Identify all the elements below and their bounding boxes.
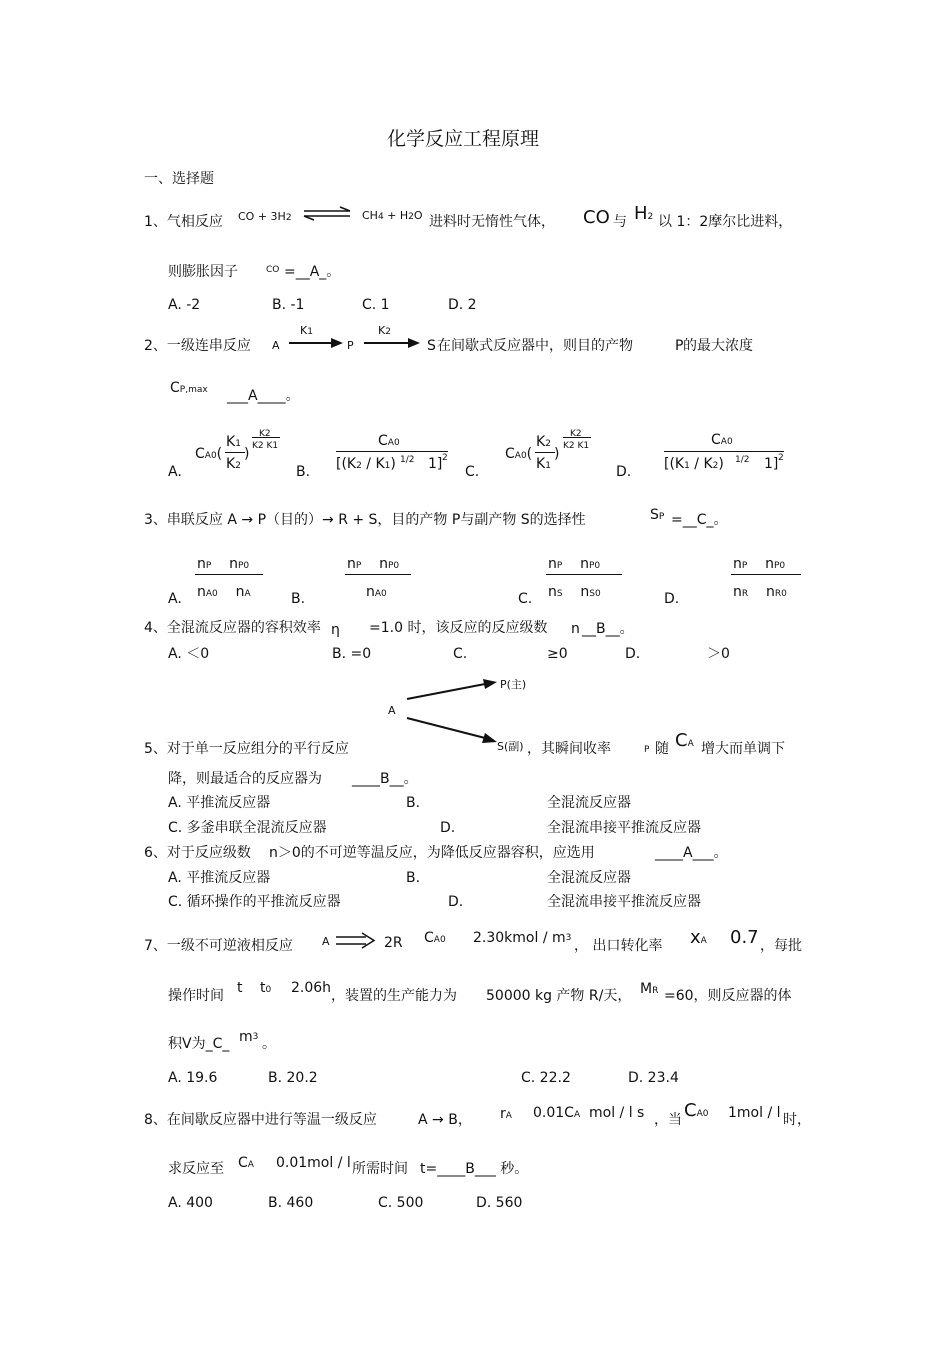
q8-option-c[interactable]: C. 500 [378, 1195, 424, 1211]
q6-answer-blank: ____A___。 [655, 845, 728, 861]
q2-s: S [427, 338, 436, 354]
page-title: 化学反应工程原理 [387, 128, 540, 150]
q7-ca0: CA0 [424, 930, 446, 946]
q8-rate-unit: mol / l s [589, 1105, 645, 1121]
q3d-top: nP nP0 [733, 556, 786, 572]
q5-s-side: S(副) [497, 740, 524, 753]
q2c-k1: K1 [536, 456, 551, 472]
q8-ra: rA [500, 1106, 512, 1122]
q3a-top: nP nP0 [197, 556, 250, 572]
q3c-bot: nS nS0 [548, 584, 601, 600]
q7-option-a[interactable]: A. 19.6 [168, 1070, 218, 1086]
q5-option-b-text: 全混流反应器 [547, 795, 631, 811]
q8-caval: 1mol / l [728, 1105, 781, 1121]
q1-co: CO [583, 207, 610, 228]
q3-sp: SP [650, 507, 665, 523]
q2d-num: CA0 [711, 432, 733, 448]
q7-mrval: =60，则反应器的体 [664, 988, 792, 1004]
q2b-exp: 1/2 [400, 455, 415, 465]
q4-n: n [571, 621, 580, 637]
q8-answer-blank: t=____B___ 秒。 [420, 1161, 529, 1177]
q1-rhs: CH4 + H2O [362, 209, 423, 222]
q5-text: ，其瞬间收率 [527, 741, 611, 757]
q6-stem: 6、对于反应级数 [144, 845, 251, 861]
q4-eta: η [331, 622, 340, 638]
q1-lhs: CO + 3H2 [238, 210, 292, 223]
section-heading: 一、选择题 [144, 171, 214, 187]
q2-k2: K2 [378, 324, 391, 337]
q7-m3: $m^3$ [239, 1029, 259, 1045]
q6-option-d-text: 全混流串接平推流反应器 [547, 894, 701, 910]
q8-shi: 时， [783, 1112, 811, 1128]
q2d-den: [(K1 / K2) [664, 456, 724, 472]
q7-production: 50000 kg 产物 R/天， [486, 988, 632, 1004]
q3d-bot: nR nR0 [733, 584, 787, 600]
q4-option-d[interactable]: D. [625, 646, 641, 662]
q7-a: A [322, 935, 330, 948]
q2b-den: [(K2 / K1) [336, 456, 396, 472]
q8-caval2: 0.01mol / l [276, 1155, 351, 1171]
q2c-exp-bot: K2 K1 [563, 441, 590, 451]
q1-option-a[interactable]: A. -2 [168, 297, 201, 313]
q2a-exp-bot: K2 K1 [252, 441, 279, 451]
q5-option-a[interactable]: A. 平推流反应器 [168, 795, 271, 811]
q2c-exp-top: K2 [570, 429, 582, 439]
q2-option-a[interactable]: A. [168, 464, 182, 480]
q5-option-b[interactable]: B. [406, 795, 421, 811]
q2-text2: 的最大浓度 [683, 338, 753, 354]
q7-text3: ，每批 [760, 938, 802, 954]
q2b-square: 2 [442, 453, 448, 463]
q5-p-main: P(主) [500, 678, 527, 691]
q7-2r: 2R [384, 935, 403, 951]
q6-option-a[interactable]: A. 平推流反应器 [168, 870, 271, 886]
q3-option-d[interactable]: D. [664, 591, 680, 607]
equilibrium-arrow-icon [304, 207, 352, 221]
q2d-den-end: 1] [764, 456, 779, 472]
q2b-den-end: 1] [428, 456, 443, 472]
q3b-top: nP nP0 [347, 556, 400, 572]
arrow-right-icon [364, 338, 420, 348]
q7-line2: 操作时间 [168, 988, 224, 1004]
q6-option-b[interactable]: B. [406, 870, 421, 886]
q7-text: ， 出口转化率 [574, 938, 663, 954]
q7-xval: 0.7 [730, 927, 759, 948]
q5-p: P [644, 745, 650, 755]
q1-option-b[interactable]: B. -1 [272, 297, 305, 313]
q2a-exp-top: K2 [259, 429, 271, 439]
q8-when: ，当 [654, 1112, 682, 1128]
q3-option-a[interactable]: A. [168, 591, 182, 607]
q2a-k1: K1 [226, 434, 241, 450]
q2a-ca0: CA0( [195, 446, 223, 462]
q1-stem: 1、气相反应 [144, 214, 223, 230]
q5-with: 随 [655, 741, 669, 757]
q8-option-b[interactable]: B. 460 [268, 1195, 314, 1211]
q4-text: =1.0 时，该反应的反应级数 [369, 620, 548, 636]
q6-option-d[interactable]: D. [448, 894, 464, 910]
q7-tval: 2.06h [291, 980, 332, 996]
q5-line2: 降，则最适合的反应器为 [168, 771, 322, 787]
q4-stem: 4、全混流反应器的容积效率 [144, 620, 321, 636]
q2b-num: CA0 [378, 433, 400, 449]
q2-a: A [272, 339, 280, 352]
q2c-ca0: CA0( [505, 446, 533, 462]
q8-rate: 0.01CA [533, 1105, 581, 1121]
q5-stem: 5、对于单一反应组分的平行反应 [144, 741, 349, 757]
branch-arrows-icon [405, 682, 497, 744]
q7-option-d[interactable]: D. 23.4 [628, 1070, 679, 1086]
q1-option-d[interactable]: D. 2 [448, 297, 477, 313]
q1-text: 进料时无惰性气体， [429, 214, 555, 230]
q8-ca: CA [238, 1155, 254, 1171]
q5-answer-blank: ____B__。 [352, 771, 418, 787]
q2-p2: P [675, 338, 684, 354]
q5-text3: 增大而单调下 [701, 741, 785, 757]
q1-co-sub: CO [266, 265, 280, 275]
q7-answer-blank: 积V为_C_ [168, 1036, 230, 1052]
q8-line2: 求反应至 [168, 1161, 224, 1177]
q7-t0: t0 [260, 980, 272, 996]
q4-option-c[interactable]: C. [453, 646, 468, 662]
q4-option-c-value: ≥0 [547, 646, 568, 662]
q7-mr: MR [640, 981, 659, 997]
q8-stem: 8、在间歇反应器中进行等温一级反应 [144, 1112, 377, 1128]
arrow-right-icon [289, 338, 343, 348]
q2d-square: 2 [778, 453, 784, 463]
q6-text: n＞0的不可逆等温反应，为降低反应器容积，应选用 [269, 845, 595, 861]
q7-period: 。 [262, 1036, 276, 1052]
q8-reaction: A → B， [418, 1112, 472, 1128]
q4-option-d-value: ＞0 [707, 646, 730, 662]
q2-option-c[interactable]: C. [465, 464, 480, 480]
q3b-bot: nA0 [366, 584, 387, 600]
q7-option-b[interactable]: B. 20.2 [268, 1070, 318, 1086]
q7-line2b: ，装置的生产能力为 [331, 988, 457, 1004]
q7-stem: 7、一级不可逆液相反应 [144, 938, 293, 954]
q2-answer-blank: ___A____。 [227, 388, 300, 404]
q8-ca0: CA0 [684, 1100, 709, 1121]
q5-option-d-text: 全混流串接平推流反应器 [547, 820, 701, 836]
q2-text: 在间歇式反应器中，则目的产物 [437, 338, 633, 354]
double-arrow-icon [336, 932, 376, 950]
q2-k1: K1 [300, 324, 313, 337]
q2d-exp: 1/2 [735, 455, 750, 465]
q7-t: t [237, 980, 243, 996]
q7-conc: 2.30kmol / $m^3$ [473, 930, 572, 946]
q1-text2: 以 1：2摩尔比进料， [658, 214, 793, 230]
q6-option-b-text: 全混流反应器 [547, 870, 631, 886]
q7-option-c[interactable]: C. 22.2 [521, 1070, 571, 1086]
q6-option-c[interactable]: C. 循环操作的平推流反应器 [168, 894, 341, 910]
q4-option-b[interactable]: B. =0 [332, 646, 372, 662]
q3-answer-blank: =__C_。 [671, 512, 728, 528]
q2-option-d[interactable]: D. [616, 464, 632, 480]
q4-option-a[interactable]: A. ＜0 [168, 646, 210, 662]
q5-a: A [388, 704, 396, 717]
q1-h2: H2 [634, 203, 654, 224]
q2c-k2: K2 [536, 434, 551, 450]
q3-stem: 3、串联反应 A → P（目的）→ R + S，目的产物 P与副产物 S的选择性 [144, 512, 586, 528]
q2-p: P [347, 339, 354, 352]
q3a-bot: nA0 nA [197, 584, 251, 600]
q8-line2b: 所需时间 [352, 1161, 408, 1177]
q5-ca: CA [675, 730, 694, 751]
q8-option-d[interactable]: D. 560 [476, 1195, 523, 1211]
q1-and: 与 [613, 214, 627, 230]
q5-option-d[interactable]: D. [440, 820, 456, 836]
q2-option-b[interactable]: B. [296, 464, 311, 480]
q8-option-a[interactable]: A. 400 [168, 1195, 213, 1211]
q7-xa: xA [690, 927, 707, 948]
q1-answer-blank: =__A_。 [284, 264, 341, 280]
q2-stem: 2、一级连串反应 [144, 338, 251, 354]
q1-option-c[interactable]: C. 1 [362, 297, 390, 313]
q1-line2: 则膨胀因子 [168, 264, 238, 280]
q3-option-b[interactable]: B. [291, 591, 306, 607]
q4-answer-blank: __B__。 [582, 621, 634, 637]
q3c-top: nP nP0 [548, 556, 601, 572]
q3-option-c[interactable]: C. [518, 591, 533, 607]
q5-option-c[interactable]: C. 多釜串联全混流反应器 [168, 820, 327, 836]
q2a-k2: K2 [226, 456, 241, 472]
q2-cpmax: CP,max [170, 380, 208, 396]
